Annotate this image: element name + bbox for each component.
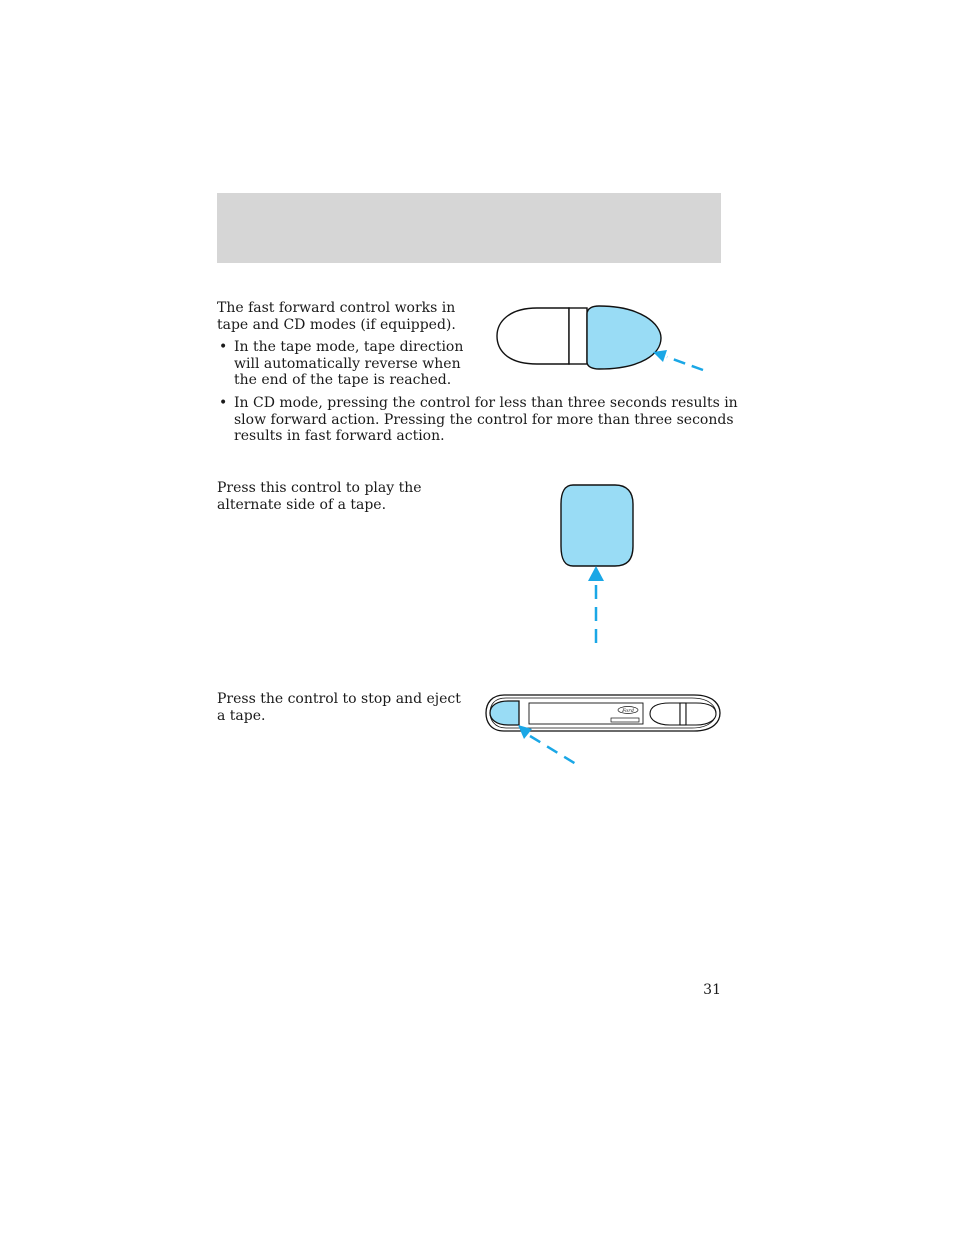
arrow-dashes bbox=[667, 357, 703, 370]
eject-text: Press the control to stop and eject a tape. bbox=[217, 691, 461, 724]
reel-divider bbox=[680, 703, 686, 725]
section-header-band bbox=[217, 193, 721, 263]
arrow-head-icon bbox=[588, 566, 604, 581]
bullet-tape-mode bbox=[217, 339, 479, 389]
ford-logo-text: Ford bbox=[622, 708, 634, 714]
cassette-deck-figure bbox=[484, 693, 724, 768]
bullet-cd-mode bbox=[217, 395, 739, 445]
fast-forward-intro: The fast forward control works in tape and CD modes (if equipped). bbox=[217, 300, 456, 333]
left-reel-button bbox=[650, 703, 680, 725]
bullet-icon: • bbox=[219, 395, 228, 411]
bullet-text: In CD mode, pressing the control for less than three seconds results in slow forward action. Pressing the control for more than three seconds results in fast forward action. bbox=[234, 395, 738, 444]
right-reel-button bbox=[686, 703, 716, 725]
arrow-head-icon bbox=[653, 350, 667, 362]
rewind-button-shape bbox=[497, 308, 569, 364]
fast-forward-figure bbox=[495, 300, 710, 380]
fast-forward-button-shape bbox=[587, 306, 661, 369]
eject-button-shape bbox=[490, 701, 519, 725]
bullet-text: In the tape mode, tape direction will automatically reverse when the end of the tape is reached. bbox=[234, 339, 464, 388]
side-button-shape bbox=[561, 485, 633, 566]
bullet-icon: • bbox=[219, 339, 228, 355]
button-divider bbox=[569, 308, 587, 364]
side-button-figure bbox=[555, 480, 645, 650]
arrow-dashes bbox=[530, 736, 576, 764]
page-number: 31 bbox=[703, 982, 721, 998]
side-text: Press this control to play the alternate side of a tape. bbox=[217, 480, 422, 513]
